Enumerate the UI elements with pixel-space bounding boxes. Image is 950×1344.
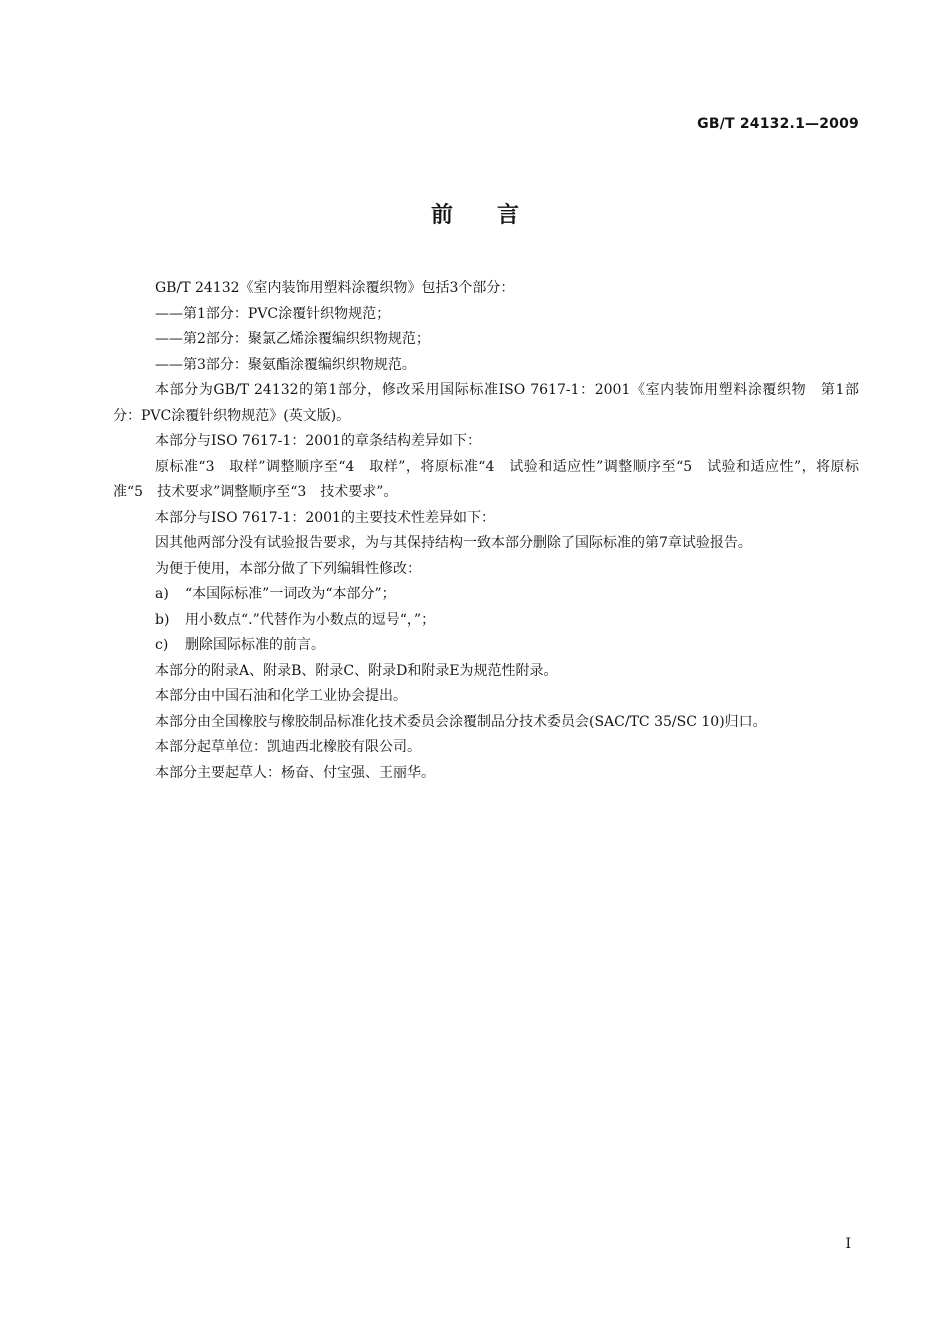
paragraph: ——第1部分：PVC涂覆针织物规范； (155, 305, 391, 322)
paragraph: 本部分起草单位：凯迪西北橡胶有限公司。 (155, 739, 421, 755)
paragraph: 本部分主要起草人：杨奋、付宝强、王丽华。 (155, 764, 435, 781)
paragraph: GB/T 24132《室内装饰用塑料涂覆织物》包括3个部分： (155, 280, 515, 296)
list-item-text: “本国际标准”一词改为“本部分”； (185, 586, 396, 602)
page-number: I (845, 1236, 851, 1252)
list-item (113, 582, 859, 608)
list-marker: b) (155, 611, 170, 628)
paragraph: 本部分与ISO 7617-1：2001的章条结构差异如下： (155, 433, 481, 449)
paragraph: 因其他两部分没有试验报告要求，为与其保持结构一致本部分删除了国际标准的第7章试验报告。 (155, 535, 752, 551)
list-item-text: 用小数点“.”代替作为小数点的逗号“，”； (185, 611, 436, 628)
list-item (113, 633, 859, 659)
foreword-body (113, 276, 859, 786)
standard-code: GB/T 24132.1—2009 (697, 116, 859, 132)
paragraph: ——第3部分：聚氨酯涂覆编织织物规范。 (155, 356, 416, 373)
paragraph: 本部分的附录A、附录B、附录C、附录D和附录E为规范性附录。 (155, 662, 558, 679)
list-marker: c) (155, 637, 169, 653)
list-item-text: 删除国际标准的前言。 (185, 637, 325, 653)
paragraph: ——第2部分：聚氯乙烯涂覆编织织物规范； (155, 331, 430, 347)
list-item (113, 608, 859, 634)
paragraph: 本部分由全国橡胶与橡胶制品标准化技术委员会涂覆制品分技术委员会(SAC/TC 35/SC 10)归口。 (155, 713, 767, 730)
paragraph: 本部分为GB/T 24132的第1部分，修改采用国际标准ISO 7617-1：2001《室内装饰用塑料涂覆织物 第1部分：PVC涂覆针织物规范》(英文版)。 (113, 382, 859, 424)
list-marker: a) (155, 586, 169, 602)
paragraph: 原标准“3 取样”调整顺序至“4 取样”，将原标准“4 试验和适应性”调整顺序至“5 试验和适应性”，将原标准“5 技术要求”调整顺序至“3 技术要求”。 (113, 458, 859, 500)
paragraph: 为便于使用，本部分做了下列编辑性修改： (155, 560, 421, 577)
page-title: 前言 (430, 203, 563, 228)
paragraph: 本部分与ISO 7617-1：2001的主要技术性差异如下： (155, 509, 495, 526)
paragraph: 本部分由中国石油和化学工业协会提出。 (155, 688, 407, 704)
